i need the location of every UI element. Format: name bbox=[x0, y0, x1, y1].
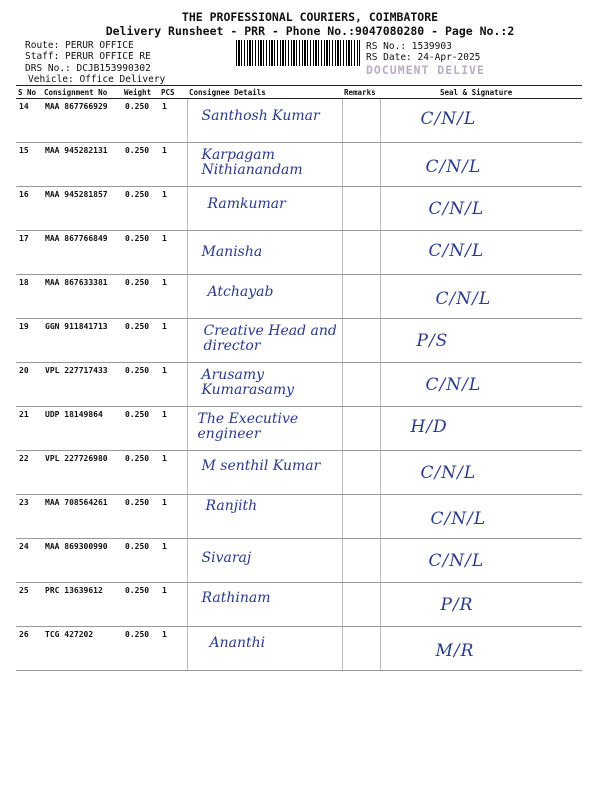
signature-handwriting: P/S bbox=[416, 331, 449, 351]
cell-remarks bbox=[342, 99, 380, 143]
cell-consignee bbox=[187, 275, 342, 319]
cell-consignment: GGN 911841713 bbox=[42, 319, 122, 363]
table-row bbox=[16, 275, 582, 319]
cell-pcs: 1 bbox=[159, 187, 187, 231]
signature-handwriting: C/N/L bbox=[428, 241, 485, 261]
cell-sno: 19 bbox=[16, 319, 42, 363]
cell-pcs: 1 bbox=[159, 627, 187, 671]
cell-consignee bbox=[187, 143, 342, 187]
cell-pcs: 1 bbox=[159, 99, 187, 143]
consignee-handwriting: Arusamy Kumarasamy bbox=[201, 367, 295, 398]
cell-remarks bbox=[342, 539, 380, 583]
cell-consignee bbox=[187, 407, 342, 451]
cell-weight: 0.250 bbox=[122, 231, 159, 275]
cell-pcs: 1 bbox=[159, 407, 187, 451]
cell-consignee bbox=[187, 451, 342, 495]
table-row bbox=[16, 319, 582, 363]
signature-handwriting: C/N/L bbox=[425, 157, 482, 177]
delivery-stamp: DOCUMENT DELIVE bbox=[366, 63, 485, 77]
cell-signature bbox=[380, 231, 582, 275]
cell-pcs: 1 bbox=[159, 363, 187, 407]
cell-weight: 0.250 bbox=[122, 407, 159, 451]
route-label: Route: PERUR OFFICE bbox=[25, 40, 134, 51]
cell-consignee bbox=[187, 627, 342, 671]
cell-signature bbox=[380, 495, 582, 539]
table-row bbox=[16, 187, 582, 231]
cell-signature bbox=[380, 275, 582, 319]
cell-pcs: 1 bbox=[159, 583, 187, 627]
cell-sno: 22 bbox=[16, 451, 42, 495]
cell-remarks bbox=[342, 363, 380, 407]
col-header-weight: Weight bbox=[122, 86, 159, 99]
cell-sno: 26 bbox=[16, 627, 42, 671]
cell-remarks bbox=[342, 627, 380, 671]
cell-pcs: 1 bbox=[159, 231, 187, 275]
col-header-consignee: Consignee Details bbox=[187, 86, 342, 99]
signature-handwriting: C/N/L bbox=[428, 551, 485, 571]
cell-consignment: UDP 18149864 bbox=[42, 407, 122, 451]
col-header-pcs: PCS bbox=[159, 86, 187, 99]
table-row bbox=[16, 451, 582, 495]
consignee-handwriting: Ananthi bbox=[209, 635, 266, 651]
runsheet-subtitle: Delivery Runsheet - PRR - Phone No.:9047080280 - Page No.:2 bbox=[105, 24, 515, 38]
cell-consignment: MAA 708564261 bbox=[42, 495, 122, 539]
consignee-handwriting: Creative Head and director bbox=[203, 323, 337, 354]
cell-consignment: MAA 867633381 bbox=[42, 275, 122, 319]
vehicle-label: Vehicle: Office Delivery bbox=[28, 74, 166, 85]
cell-signature bbox=[380, 583, 582, 627]
cell-weight: 0.250 bbox=[122, 187, 159, 231]
consignee-handwriting: Santhosh Kumar bbox=[201, 108, 320, 124]
cell-weight: 0.250 bbox=[122, 451, 159, 495]
cell-consignment: MAA 869300990 bbox=[42, 539, 122, 583]
cell-consignee bbox=[187, 319, 342, 363]
signature-handwriting: M/R bbox=[435, 641, 475, 661]
cell-signature bbox=[380, 363, 582, 407]
cell-consignee bbox=[187, 231, 342, 275]
table-row bbox=[16, 143, 582, 187]
cell-weight: 0.250 bbox=[122, 319, 159, 363]
cell-pcs: 1 bbox=[159, 495, 187, 539]
col-header-remarks: Remarks bbox=[342, 86, 380, 99]
cell-weight: 0.250 bbox=[122, 583, 159, 627]
col-header-signature: Seal & Signature bbox=[380, 86, 582, 99]
cell-remarks bbox=[342, 319, 380, 363]
signature-handwriting: H/D bbox=[410, 417, 448, 437]
consignee-handwriting: Karpagam Nithianandam bbox=[201, 147, 303, 178]
barcode bbox=[236, 40, 360, 66]
cell-signature bbox=[380, 407, 582, 451]
cell-sno: 16 bbox=[16, 187, 42, 231]
signature-handwriting: C/N/L bbox=[430, 509, 487, 529]
cell-sno: 21 bbox=[16, 407, 42, 451]
cell-remarks bbox=[342, 583, 380, 627]
cell-consignment: VPL 227726980 bbox=[42, 451, 122, 495]
signature-handwriting: C/N/L bbox=[428, 199, 485, 219]
cell-remarks bbox=[342, 407, 380, 451]
cell-sno: 18 bbox=[16, 275, 42, 319]
cell-weight: 0.250 bbox=[122, 627, 159, 671]
cell-signature bbox=[380, 143, 582, 187]
cell-consignment: VPL 227717433 bbox=[42, 363, 122, 407]
drs-number: DRS No.: DCJB153990302 bbox=[25, 63, 151, 74]
consignee-handwriting: M senthil Kumar bbox=[201, 458, 321, 474]
cell-consignment: TCG 427202 bbox=[42, 627, 122, 671]
cell-remarks bbox=[342, 231, 380, 275]
cell-consignee bbox=[187, 495, 342, 539]
cell-sno: 17 bbox=[16, 231, 42, 275]
cell-consignment: PRC 13639612 bbox=[42, 583, 122, 627]
cell-consignment: MAA 867766929 bbox=[42, 99, 122, 143]
col-header-consignment: Consignment No bbox=[42, 86, 122, 99]
cell-pcs: 1 bbox=[159, 143, 187, 187]
cell-remarks bbox=[342, 495, 380, 539]
cell-pcs: 1 bbox=[159, 275, 187, 319]
cell-pcs: 1 bbox=[159, 451, 187, 495]
cell-consignee bbox=[187, 99, 342, 143]
consignee-handwriting: Atchayab bbox=[207, 284, 274, 300]
cell-pcs: 1 bbox=[159, 539, 187, 583]
cell-consignee bbox=[187, 539, 342, 583]
cell-signature bbox=[380, 319, 582, 363]
consignee-handwriting: Rathinam bbox=[201, 590, 271, 606]
cell-signature bbox=[380, 627, 582, 671]
consignee-handwriting: Sivaraj bbox=[201, 550, 252, 566]
cell-remarks bbox=[342, 143, 380, 187]
cell-sno: 14 bbox=[16, 99, 42, 143]
cell-sno: 23 bbox=[16, 495, 42, 539]
staff-label: Staff: PERUR OFFICE RE bbox=[25, 51, 151, 62]
cell-consignment: MAA 867766849 bbox=[42, 231, 122, 275]
cell-sno: 15 bbox=[16, 143, 42, 187]
consignee-handwriting: The Executive engineer bbox=[197, 411, 299, 442]
rs-number: RS No.: 1539903 bbox=[366, 41, 452, 52]
consignee-handwriting: Manisha bbox=[201, 244, 263, 260]
col-header-sno: S No bbox=[16, 86, 42, 99]
table-row bbox=[16, 407, 582, 451]
signature-handwriting: C/N/L bbox=[420, 109, 477, 129]
signature-handwriting: P/R bbox=[440, 595, 474, 615]
signature-handwriting: C/N/L bbox=[425, 375, 482, 395]
table-row bbox=[16, 627, 582, 671]
cell-sno: 25 bbox=[16, 583, 42, 627]
cell-signature bbox=[380, 99, 582, 143]
cell-remarks bbox=[342, 275, 380, 319]
runsheet-table bbox=[16, 85, 582, 671]
table-row bbox=[16, 363, 582, 407]
cell-weight: 0.250 bbox=[122, 275, 159, 319]
table-row bbox=[16, 495, 582, 539]
cell-weight: 0.250 bbox=[122, 363, 159, 407]
cell-signature bbox=[380, 187, 582, 231]
signature-handwriting: C/N/L bbox=[435, 289, 492, 309]
consignee-handwriting: Ranjith bbox=[205, 498, 258, 514]
table-row bbox=[16, 583, 582, 627]
cell-signature bbox=[380, 451, 582, 495]
cell-remarks bbox=[342, 187, 380, 231]
cell-signature bbox=[380, 539, 582, 583]
table-row bbox=[16, 99, 582, 143]
rs-date: RS Date: 24-Apr-2025 bbox=[366, 52, 481, 63]
cell-consignee bbox=[187, 583, 342, 627]
signature-handwriting: C/N/L bbox=[420, 463, 477, 483]
cell-sno: 20 bbox=[16, 363, 42, 407]
cell-weight: 0.250 bbox=[122, 539, 159, 583]
company-title: THE PROFESSIONAL COURIERS, COIMBATORE bbox=[181, 10, 439, 24]
cell-consignee bbox=[187, 363, 342, 407]
table-row bbox=[16, 539, 582, 583]
cell-remarks bbox=[342, 451, 380, 495]
consignee-handwriting: Ramkumar bbox=[207, 196, 286, 212]
cell-weight: 0.250 bbox=[122, 495, 159, 539]
cell-weight: 0.250 bbox=[122, 99, 159, 143]
cell-consignment: MAA 945281857 bbox=[42, 187, 122, 231]
cell-consignee bbox=[187, 187, 342, 231]
table-header-row bbox=[16, 86, 582, 99]
cell-sno: 24 bbox=[16, 539, 42, 583]
cell-weight: 0.250 bbox=[122, 143, 159, 187]
cell-consignment: MAA 945282131 bbox=[42, 143, 122, 187]
cell-pcs: 1 bbox=[159, 319, 187, 363]
table-row bbox=[16, 231, 582, 275]
